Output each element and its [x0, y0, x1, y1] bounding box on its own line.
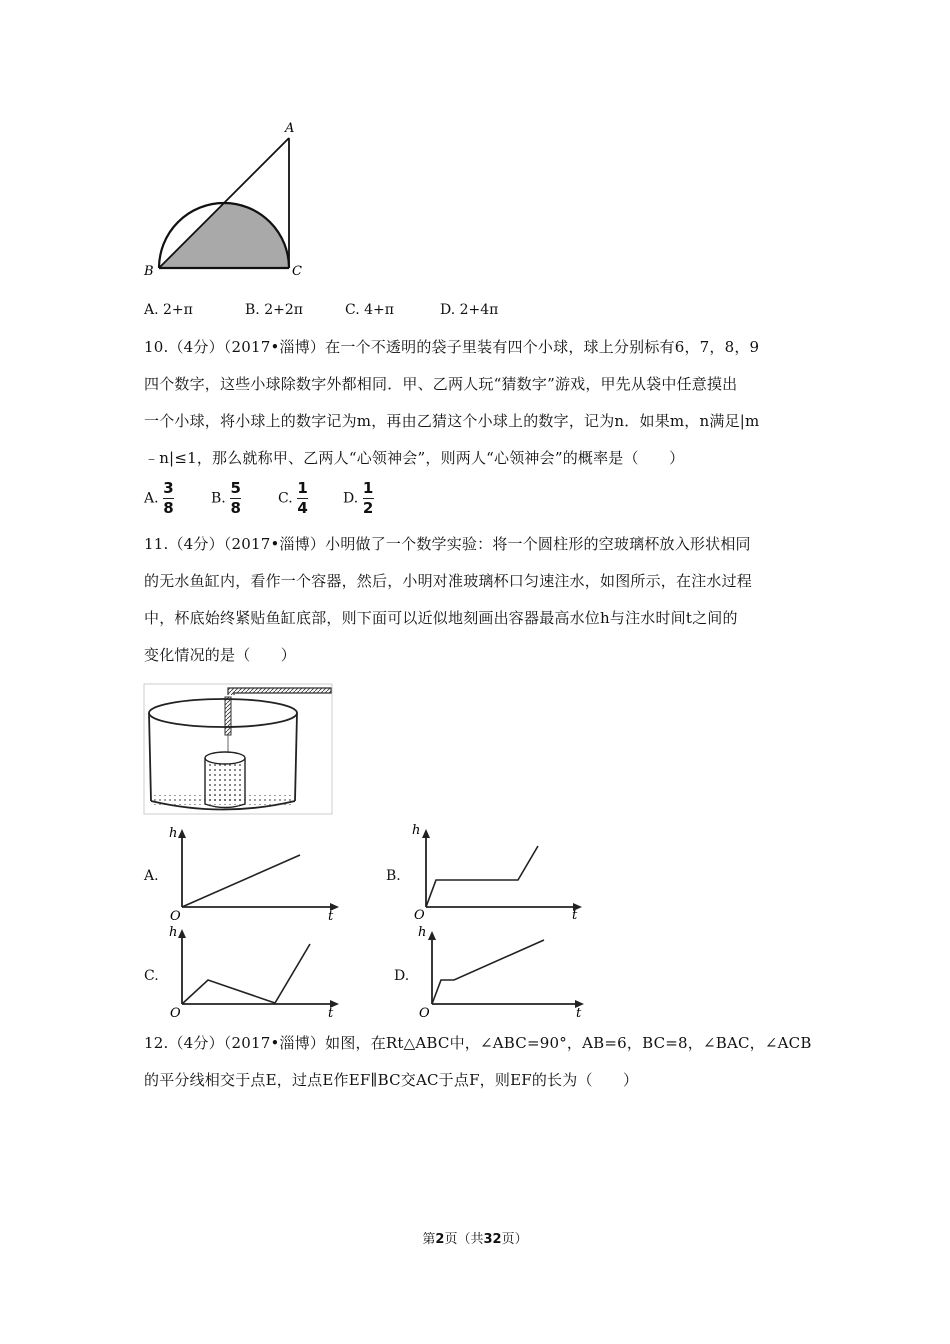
q9-option-d: D. 2+4π: [440, 302, 499, 318]
q11-graph-d: [414, 922, 594, 1020]
h-axis-label: h: [418, 925, 427, 940]
q11-line-4: 变化情况的是（ ）: [144, 646, 297, 664]
q11-line-3: 中，杯底始终紧贴鱼缸底部，则下面可以近似地刻画出容器最高水位h与注水时间t之间的: [144, 609, 738, 627]
origin-label: O: [414, 908, 425, 920]
h-axis-label: h: [169, 826, 178, 841]
q11-graph-c: [165, 922, 345, 1020]
q10-option-b: B. $\frac{5}{8}$: [211, 479, 241, 517]
q12-line-2: 的平分线相交于点E，过点E作EF∥BC交AC于点F，则EF的长为（ ）: [144, 1071, 639, 1089]
origin-label: O: [170, 909, 181, 920]
q9-option-a: A. 2+π: [144, 302, 193, 318]
q10-line-3: 一个小球，将小球上的数字记为m，再由乙猜这个小球上的数字，记为n．如果m，n满足|m: [144, 412, 760, 430]
q11-option-c-label: C.: [144, 968, 159, 984]
q10-option-a: A. $\frac{3}{8}$: [144, 479, 174, 517]
q11-option-b-label: B.: [386, 868, 401, 884]
q9-option-b: B. 2+2π: [245, 302, 303, 318]
label-c: C: [292, 264, 302, 278]
q10-option-c: C. $\frac{1}{4}$: [278, 479, 308, 517]
q11-graph-a: [165, 825, 345, 920]
fish-tank-figure: [143, 683, 333, 815]
q9-option-c: C. 4+π: [345, 302, 394, 318]
q10-option-d: D. $\frac{1}{2}$: [343, 479, 374, 517]
label-a: A: [285, 121, 295, 136]
fraction: $\frac{1}{2}$: [362, 479, 374, 517]
t-axis-label: t: [328, 1006, 334, 1020]
q10-line-4: ﹣n|≤1，那么就称甲、乙两人“心领神会”，则两人“心领神会”的概率是（ ）: [144, 449, 685, 467]
fraction: $\frac{1}{4}$: [297, 479, 308, 517]
page-footer: 第2页（共32页）: [422, 1232, 528, 1247]
label-b: B: [144, 264, 154, 278]
q9-figure: [140, 118, 320, 278]
q10-line-1: 10.（4分）（2017•淄博）在一个不透明的袋子里装有四个小球，球上分别标有6，7，8，9: [144, 338, 760, 356]
q11-option-a-label: A.: [144, 868, 159, 884]
page-number: 2: [435, 1232, 445, 1247]
q12-line-1: 12.（4分）（2017•淄博）如图，在Rt△ABC中，∠ABC=90°，AB=6，BC=8，∠BAC，∠ACB: [144, 1034, 812, 1052]
q11-line-2: 的无水鱼缸内，看作一个容器，然后，小明对准玻璃杯口匀速注水，如图所示，在注水过程: [144, 572, 753, 590]
t-axis-label: t: [576, 1006, 582, 1020]
fraction: $\frac{3}{8}$: [163, 479, 174, 517]
page-total: 32: [483, 1232, 502, 1247]
q11-option-d-label: D.: [394, 968, 410, 984]
q11-line-1: 11.（4分）（2017•淄博）小明做了一个数学实验：将一个圆柱形的空玻璃杯放入形状相同: [144, 535, 751, 553]
t-axis-label: t: [572, 908, 578, 920]
fraction: $\frac{5}{8}$: [230, 479, 241, 517]
origin-label: O: [419, 1006, 430, 1020]
origin-label: O: [170, 1006, 181, 1020]
h-axis-label: h: [412, 823, 421, 838]
h-axis-label: h: [169, 925, 178, 940]
q10-line-2: 四个数字，这些小球除数字外都相同．甲、乙两人玩“猜数字”游戏，甲先从袋中任意摸出: [144, 375, 738, 393]
t-axis-label: t: [328, 909, 334, 920]
q11-graph-b: [408, 822, 588, 920]
